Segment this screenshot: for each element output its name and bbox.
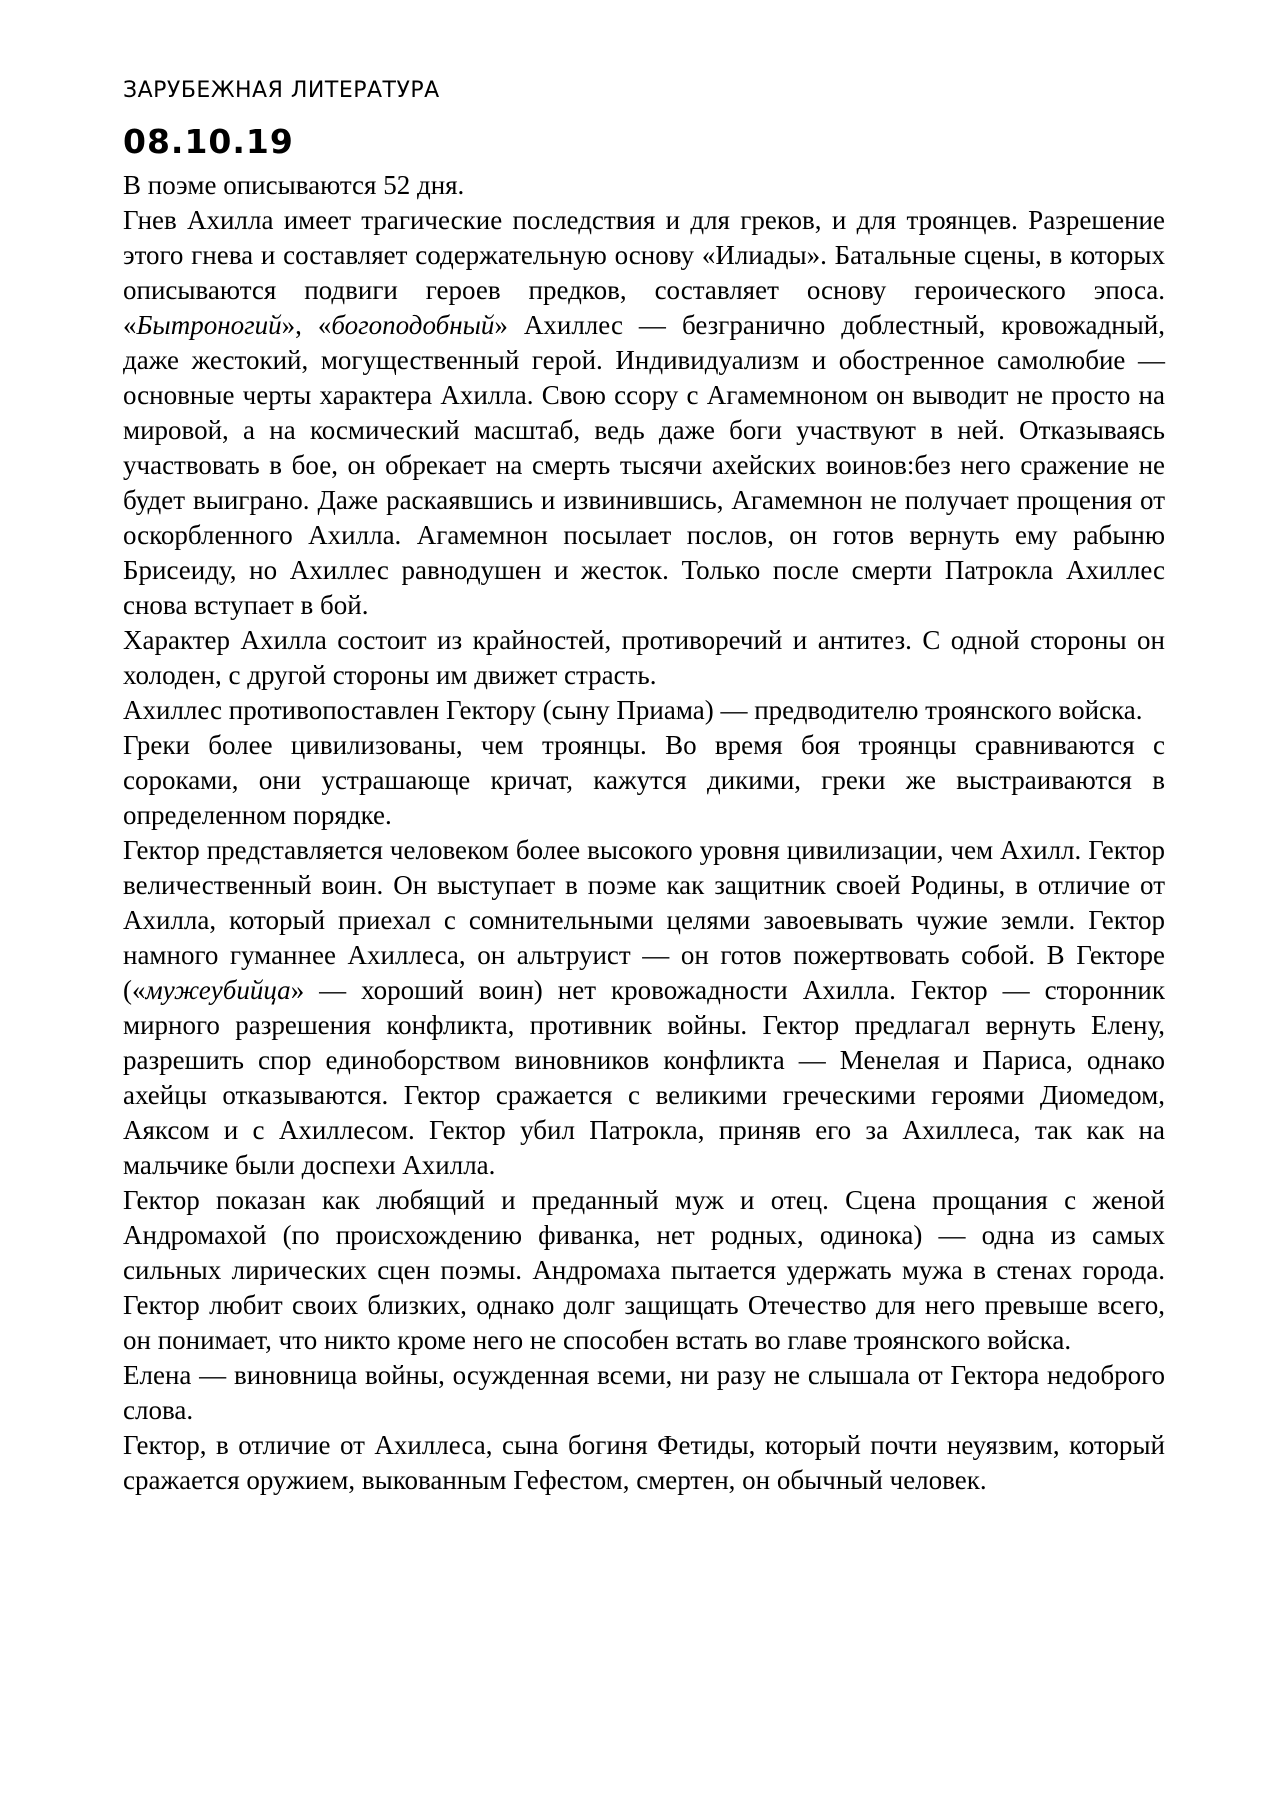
epithet-godlike: богоподобный [331,310,495,340]
paragraph-hector-civilization: Гектор представляется человеком более высокого уровня цивилизации, чем Ахилл. Гектор величественный воин. Он выступает в поэме как защитник своей Родины, в отличие от Ахилла, который приехал с сомнительными целями завоевывать чужие земли. Гектор намного гуманнее Ахиллеса, он альтруист — он готов пожертвовать собой. В Гекторе («мужеубийца» — хороший воин) нет кровожадности Ахилла. Гектор — сторонник мирного разрешения конфликта, противник войны. Гектор предлагал вернуть Елену, разрешить спор единоборством виновников конфликта — Менелая и Париса, однако ахейцы отказываются. Гектор сражается с великими греческими героями Диомедом, Аяксом и с Ахиллесом. Гектор убил Патрокла, приняв его за Ахиллеса, так как на мальчике были доспехи Ахилла. [123,835,1165,1180]
lecture-date: 08.10.19 [123,122,294,161]
section-title: ЗАРУБЕЖНАЯ ЛИТЕРАТУРА [123,78,440,103]
document-body [123,168,1165,1498]
paragraph-days: В поэме описываются 52 дня. [123,170,465,200]
paragraph-hector-opposition: Ахиллес противопоставлен Гектору (сыну Приама) — предводителю троянского войска. [123,695,1143,725]
paragraph-achilles-character: Характер Ахилла состоит из крайностей, противоречий и антитез. С одной стороны он холоден, с другой стороны им движет страсть. [123,625,1165,690]
paragraph-achilles-wrath: Гнев Ахилла имеет трагические последствия и для греков, и для троянцев. Разрешение этого гнева и составляет содержательную основу «Илиады». Батальные сцены, в которых описываются подвиги героев предков, составляет основу героического эпоса. «Бытроногий», «богоподобный» Ахиллес — безгранично доблестный, кровожадный, даже жестокий, могущественный герой. Индивидуализм и обостренное самолюбие — основные черты характера Ахилла. Свою ссору с Агамемноном он выводит не просто на мировой, а на космический масштаб, ведь даже боги участвуют в ней. Отказываясь участвовать в бое, он обрекает на смерть тысячи ахейских воинов:без него сражение не будет выиграно. Даже раскаявшись и извинившись, Агамемнон не получает прощения от оскорбленного Ахилла. Агамемнон посылает послов, он готов вернуть ему рабыню Брисеиду, но Ахиллес равнодушен и жесток. Только после смерти Патрокла Ахиллес снова вступает в бой. [123,205,1165,620]
paragraph-hector-family: Гектор показан как любящий и преданный муж и отец. Сцена прощания с женой Андромахой (по происхождению фиванка, нет родных, одинока) — одна из самых сильных лирических сцен поэмы. Андромаха пытается удержать мужа в стенах города. Гектор любит своих близких, однако долг защищать Отечество для него превыше всего, он понимает, что никто кроме него не способен встать во главе троянского войска. [123,1185,1165,1355]
epithet-swift-footed: Бытроногий [136,310,282,340]
paragraph-helen: Елена — виновница войны, осужденная всеми, ни разу не слышала от Гектора недоброго слова. [123,1360,1165,1425]
epithet-man-slaying: мужеубийца [145,975,291,1005]
paragraph-greeks-trojans: Греки более цивилизованы, чем троянцы. Во время боя троянцы сравниваются с сороками, они устрашающе кричат, кажутся дикими, греки же выстраиваются в определенном порядке. [123,730,1165,830]
paragraph-hector-mortal: Гектор, в отличие от Ахиллеса, сына богиня Фетиды, который почти неуязвим, который сражается оружием, выкованным Гефестом, смертен, он обычный человек. [123,1430,1165,1495]
